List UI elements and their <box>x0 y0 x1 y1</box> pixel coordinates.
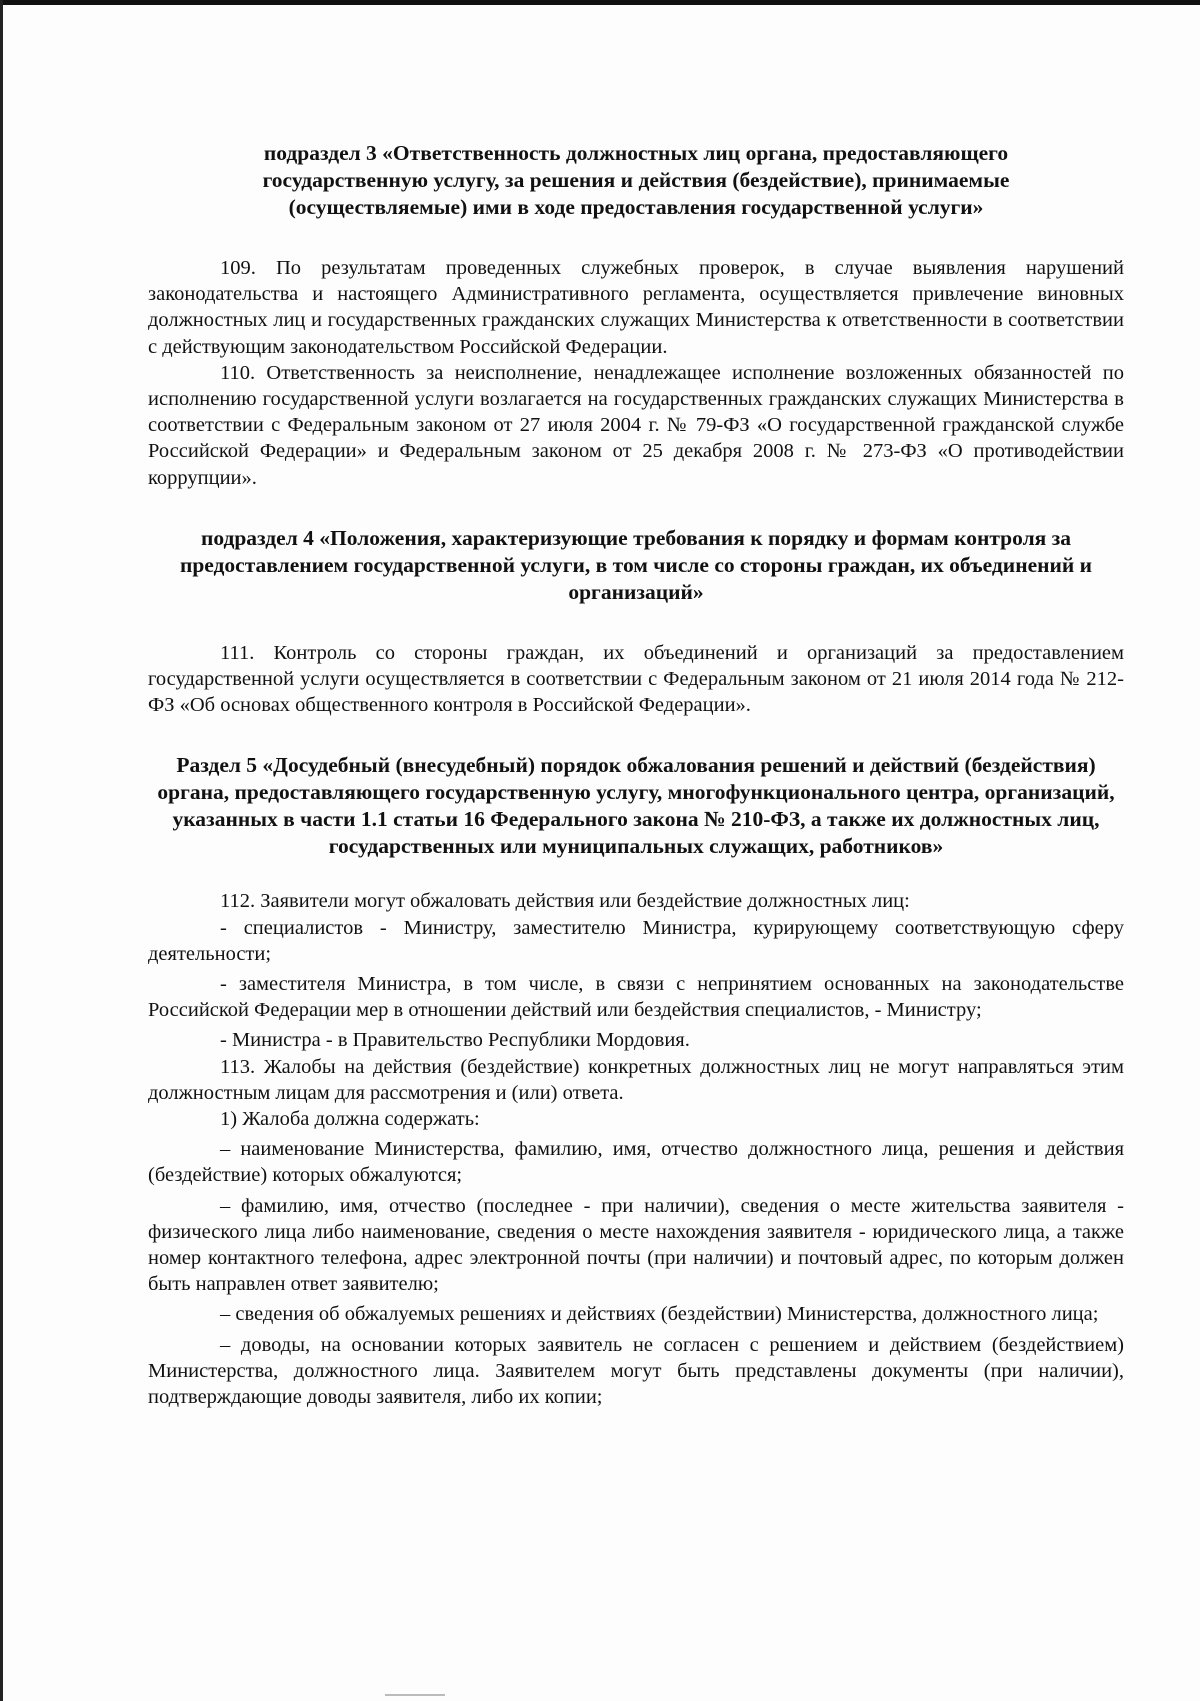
scan-edge-top <box>0 0 1200 5</box>
scan-edge-left <box>0 0 3 1701</box>
paragraph-111: 111. Контроль со стороны граждан, их объединений и организаций за предоставлением государственной услуги осуществляется в соответствии с Федеральным законом от 21 июля 2014 года № 212-ФЗ «Об основах общественного контроля в Российской Федерации». <box>148 641 1124 717</box>
paragraph-110: 110. Ответственность за неисполнение, ненадлежащее исполнение возложенных обязанностей по исполнению государственной услуги возлагается на государственных гражданских служащих Министерства в соответствии с Федеральным законом от 27 июля 2004 г. № 79-ФЗ «О государственной гражданской службе Российской Федерации» и Федеральным законом от 25 декабря 2008 г. № 273-ФЗ «О противодействии коррупции». <box>148 361 1124 489</box>
subsection-3-heading: подраздел 3 «Ответственность должностных лиц органа, предоставляющего государственную услугу, за решения и действия (бездействие), принимаемые (осуществляемые) ими в ходе предоставления государственной услуги» <box>262 141 1010 219</box>
paragraph-109: 109. По результатам проведенных служебных проверок, в случае выявления нарушений законодательства и настоящего Административного регламента, осуществляется привлечение виновных должностных лиц и государственных гражданских служащих Министерства к ответственности в соответствии с действующим законодательством Российской Федерации. <box>148 257 1124 358</box>
document-body <box>148 140 1124 1410</box>
paragraph-113: 113. Жалобы на действия (бездействие) конкретных должностных лиц не могут направляться этим должностным лицам для рассмотрения и (или) ответа. <box>148 1055 1124 1104</box>
paragraph-113-1-item-b: – фамилию, имя, отчество (последнее - при наличии), сведения о месте жительства заявителя - физического лица либо наименование, сведения о месте нахождения заявителя - юридического лица, а также номер контактного телефона, адрес электронной почты (при наличии) и почтовый адрес, по которым должен быть направлен ответ заявителю; <box>148 1194 1124 1296</box>
paragraph-113-1-item-d: – доводы, на основании которых заявитель не согласен с решением и действием (бездействием) Министерства, должностного лица. Заявителем могут быть представлены документы (при наличии), подтверждающие доводы заявителя, либо их копии; <box>148 1333 1124 1409</box>
section-5-heading: Раздел 5 «Досудебный (внесудебный) порядок обжалования решений и действий (бездействия) органа, предоставляющего государственную услугу, многофункционального центра, организаций, указанных в части 1.1 статьи 16 Федерального закона № 210-ФЗ, а также их должностных лиц, государственных или муниципальных служащих, работников» <box>157 753 1115 859</box>
paragraph-113-1: 1) Жалоба должна содержать: <box>220 1108 480 1131</box>
paragraph-112: 112. Заявители могут обжаловать действия или бездействие должностных лиц: <box>220 890 910 913</box>
paragraph-112-item-c: - Министра - в Правительство Республики Мордовия. <box>220 1029 690 1052</box>
paragraph-113-1-item-c: – сведения об обжалуемых решениях и действиях (бездействии) Министерства, должностного лица; <box>220 1303 1099 1326</box>
paragraph-112-item-a: - специалистов - Министру, заместителю Министра, курирующему соответствующую сферу деятельности; <box>148 916 1124 965</box>
paragraph-113-1-item-a: – наименование Министерства, фамилию, имя, отчество должностного лица, решения и действия (бездействие) которых обжалуются; <box>148 1138 1124 1187</box>
subsection-4-heading: подраздел 4 «Положения, характеризующие требования к порядку и формам контроля за предоставлением государственной услуги, в том числе со стороны граждан, их объединений и организаций» <box>179 525 1093 604</box>
paragraph-112-item-b: - заместителя Министра, в том числе, в связи с непринятием основанных на законодательстве Российской Федерации мер в отношении действий или бездействия специалистов, - Министру; <box>148 973 1124 1022</box>
scan-artifact-mark <box>385 1694 445 1696</box>
